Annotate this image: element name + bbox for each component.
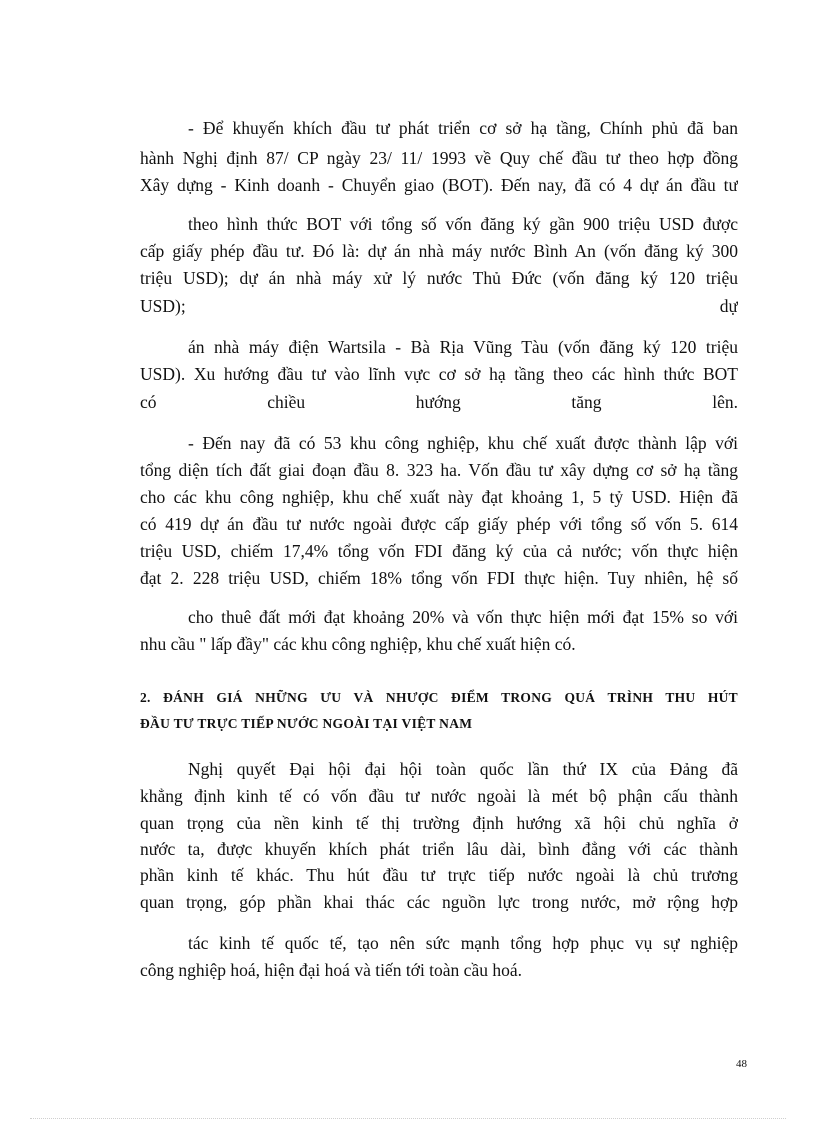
text-line: khẳng định kinh tế có vốn đầu tư nước ngoài là mét bộ phận cấu thành	[140, 786, 738, 806]
text-line: nhu cầu " lấp đầy" các khu công nghiệp, khu chế xuất hiện có.	[140, 634, 576, 654]
text-line: triệu USD); dự án nhà máy xử lý nước Thủ Đức (vốn đăng ký 120 triệu	[140, 268, 738, 288]
text-line: nước ta, được khuyến khích phát triển lâu dài, bình đẳng với các thành	[140, 839, 738, 859]
text-line: hành Nghị định 87/ CP ngày 23/ 11/ 1993 về Quy chế đầu tư theo hợp đồng	[140, 148, 738, 168]
section-heading: ĐẦU TƯ TRỰC TIẾP NƯỚC NGOÀI TẠI VIỆT NAM	[140, 716, 473, 731]
text-line: cho thuê đất mới đạt khoảng 20% và vốn thực hiện mới đạt 15% so với	[188, 607, 738, 627]
text-line: cấp giấy phép đầu tư. Đó là: dự án nhà máy nước Bình An (vốn đăng ký 300	[140, 241, 738, 261]
text-line: Nghị quyết Đại hội đại hội toàn quốc lần thứ IX của Đảng đã	[188, 759, 738, 779]
text-line: - Để khuyến khích đầu tư phát triển cơ sở hạ tầng, Chính phủ đã ban	[188, 118, 738, 138]
text-line: theo hình thức BOT với tổng số vốn đăng ký gần 900 triệu USD được	[188, 214, 738, 234]
text-line: quan trọng, góp phần khai thác các nguồn lực trong nước, mở rộng hợp	[140, 892, 738, 912]
text-line: tổng diện tích đất giai đoạn đầu 8. 323 ha. Vốn đầu tư xây dựng cơ sở hạ tầng	[140, 460, 738, 480]
page-bottom-divider	[30, 1118, 786, 1119]
page-number: 48	[736, 1058, 747, 1070]
text-line: triệu USD, chiếm 17,4% tổng vốn FDI đăng ký của cả nước; vốn thực hiện	[140, 541, 738, 561]
text-line: cho các khu công nghiệp, khu chế xuất này đạt khoảng 1, 5 tỷ USD. Hiện đã	[140, 487, 738, 507]
text-line: đạt 2. 228 triệu USD, chiếm 18% tổng vốn FDI thực hiện. Tuy nhiên, hệ số	[140, 568, 738, 588]
text-line: có chiều hướng tăng lên.	[140, 392, 738, 412]
text-line: Xây dựng - Kinh doanh - Chuyển giao (BOT). Đến nay, đã có 4 dự án đầu tư	[140, 175, 738, 195]
text-line: tác kinh tế quốc tế, tạo nên sức mạnh tổng hợp phục vụ sự nghiệp	[188, 933, 738, 953]
text-line: phần kinh tế khác. Thu hút đầu tư trực tiếp nước ngoài là chủ trương	[140, 865, 738, 885]
text-line: - Đến nay đã có 53 khu công nghiệp, khu chế xuất được thành lập với	[188, 433, 738, 453]
text-line: án nhà máy điện Wartsila - Bà Rịa Vũng Tàu (vốn đăng ký 120 triệu	[188, 337, 738, 357]
text-line: quan trọng của nền kinh tế thị trường định hướng xã hội chủ nghĩa ở	[140, 813, 738, 833]
text-line: có 419 dự án đầu tư nước ngoài được cấp giấy phép với tổng số vốn 5. 614	[140, 514, 738, 534]
text-line: công nghiệp hoá, hiện đại hoá và tiến tới toàn cầu hoá.	[140, 960, 522, 980]
section-heading: 2. ĐÁNH GIÁ NHỮNG ƯU VÀ NHƯỢC ĐIỂM TRONG QUÁ TRÌNH THU HÚT	[140, 690, 738, 705]
text-line: USD); dự	[140, 296, 738, 316]
text-line: USD). Xu hướng đầu tư vào lĩnh vực cơ sở hạ tầng theo các hình thức BOT	[140, 364, 738, 384]
